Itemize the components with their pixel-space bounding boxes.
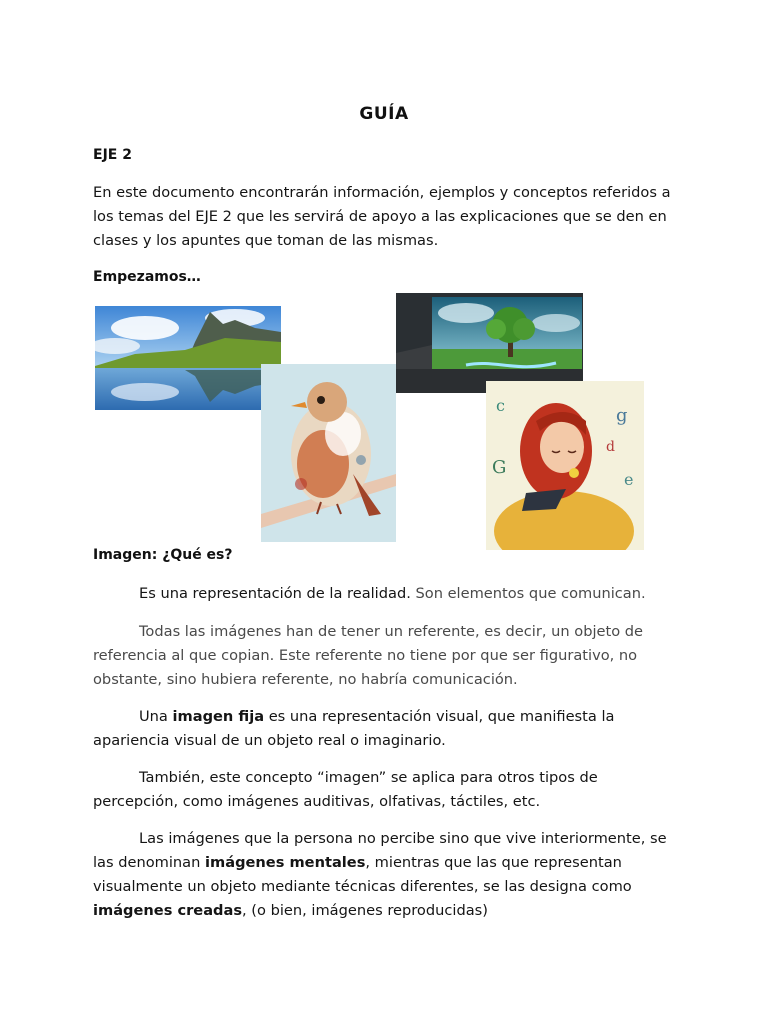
- paragraph-fixed-image: [93, 705, 675, 753]
- start-heading: Empezamos…: [93, 269, 201, 285]
- p1-text: Es una representación de la realidad.: [139, 585, 411, 602]
- p5-bold-term-2: imágenes creadas: [93, 902, 243, 919]
- intro-paragraph: En este documento encontrarán información, ejemplos y conceptos referidos a los temas del EJE 2 que les servirá de apoyo a las explicaciones que se den en clases y los apuntes que toman de las mismas.: [93, 184, 671, 249]
- svg-text:d: d: [606, 439, 615, 455]
- section-heading: EJE 2: [93, 147, 132, 163]
- p3-text-a: Una: [139, 708, 173, 725]
- paragraph-representation: [93, 582, 675, 606]
- p5-bold-term-1: imágenes mentales: [205, 854, 366, 871]
- fantasy-tree-photo: [396, 293, 583, 393]
- paragraph-referent: Todas las imágenes han de tener un referente, es decir, un objeto de referencia al que copian. Este referente no tiene por que ser figurativo, no obstante, sino hubiera referente, no habría comunicación.: [93, 623, 644, 688]
- mountain-lake-photo: [95, 306, 281, 410]
- paragraph-perception: También, este concepto “imagen” se aplica para otros tipos de percepción, como imágenes auditivas, olfativas, táctiles, etc.: [93, 769, 598, 810]
- p5-text-b: , mientras que las que representan visualmente un objeto mediante técnicas diferentes, se las designa como: [93, 854, 632, 895]
- svg-text:e: e: [624, 470, 634, 489]
- p3-bold-term: imagen fija: [172, 708, 265, 725]
- svg-text:g: g: [616, 405, 628, 426]
- p3-text-b: es una representación visual, que manifiesta la apariencia visual de un objeto real o imaginario.: [93, 708, 615, 749]
- p5-text-c: , (o bien, imágenes reproducidas): [242, 902, 488, 919]
- image-question-heading: Imagen: ¿Qué es?: [93, 547, 233, 563]
- svg-text:c: c: [496, 396, 505, 415]
- p1-gray-text: Son elementos que comunican.: [415, 585, 646, 602]
- svg-text:G: G: [492, 457, 507, 478]
- watercolor-bird-painting: [261, 364, 396, 542]
- red-haired-girl-letters-painting: [486, 381, 644, 550]
- page-title: GUÍA: [359, 104, 409, 124]
- p5-text-a: Las imágenes que la persona no percibe sino que vive interiormente, se las denominan: [93, 830, 667, 871]
- paragraph-mental-images: [93, 827, 675, 923]
